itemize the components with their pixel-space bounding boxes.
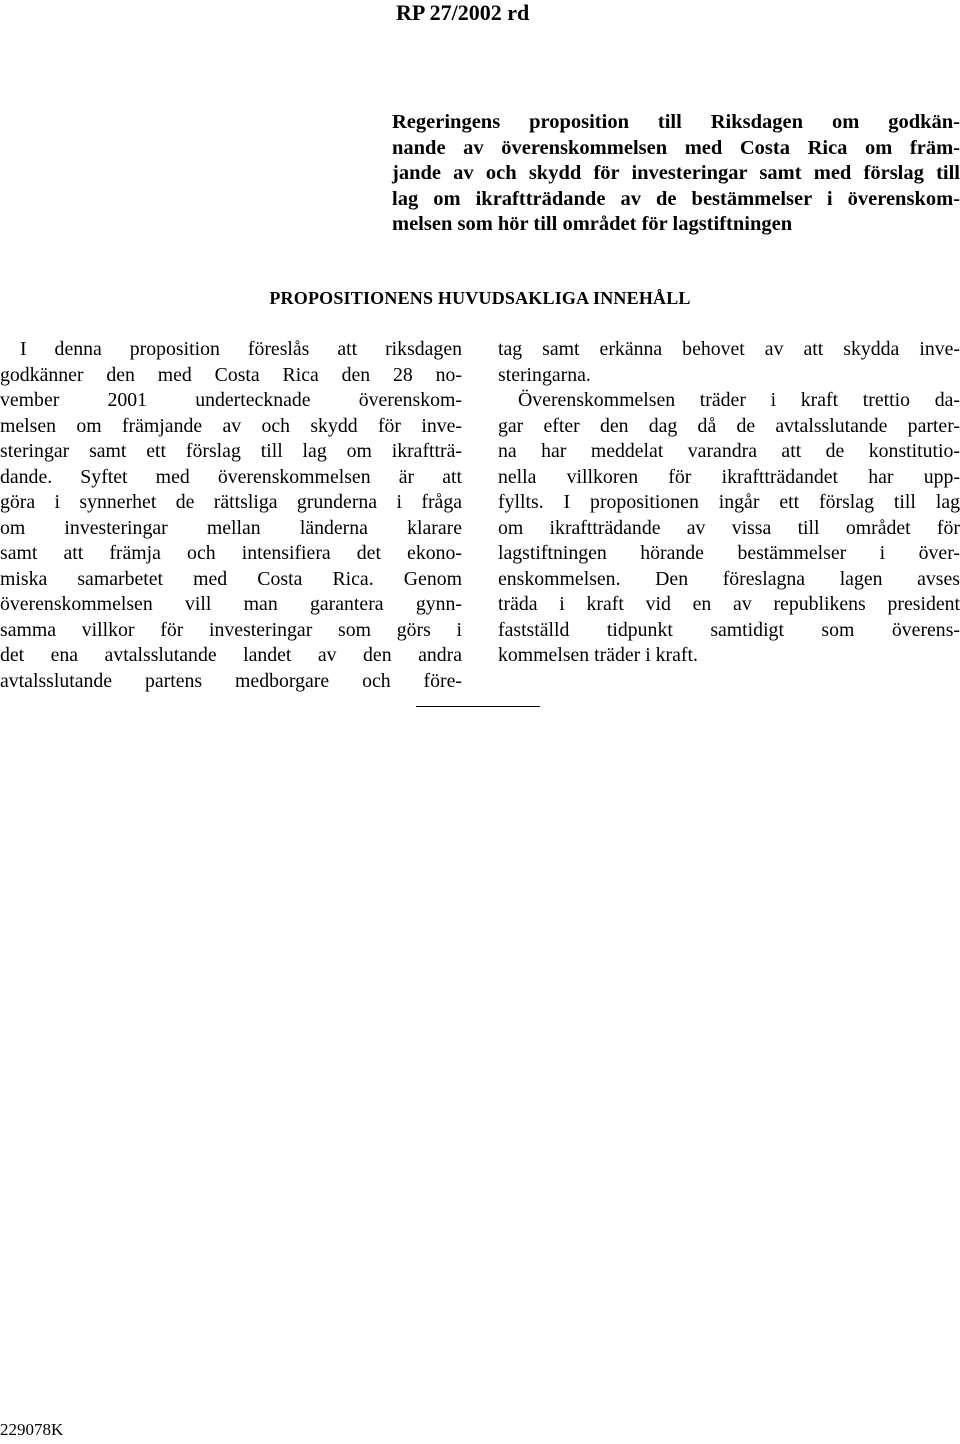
body-line: om ikraftträdande av vissa till området för	[498, 516, 960, 539]
title-line: lag om ikraftträdande av de bestämmelser i överenskom-	[392, 187, 960, 210]
body-column-left	[0, 337, 462, 694]
title-line: jande av och skydd för investeringar samt med förslag till	[392, 162, 960, 184]
body-line: om investeringar mellan länderna klarare	[0, 516, 462, 539]
proposition-title	[392, 110, 960, 238]
body-line: det ena avtalsslutande landet av den andra	[0, 644, 462, 666]
body-line: Överenskommelsen träder i kraft trettio da-	[518, 389, 960, 411]
body-line: steringar samt ett förslag till lag om ikraftträ-	[0, 440, 462, 462]
end-rule	[416, 706, 540, 707]
document-id: RP 27/2002 rd	[396, 0, 530, 25]
body-line: samt att främja och intensifiera det ekono-	[0, 542, 462, 564]
body-line: dande. Syftet med överenskommelsen är att	[0, 465, 462, 488]
title-line: melsen som hör till området för lagstiftningen	[392, 213, 793, 235]
body-line: melsen om främjande av och skydd för inve-	[0, 414, 462, 437]
title-line: nande av överenskommelsen med Costa Rica om främ-	[392, 136, 960, 159]
body-line: fyllts. I propositionen ingår ett förslag till lag	[498, 491, 960, 513]
body-line: steringarna.	[498, 363, 591, 386]
title-line: Regeringens proposition till Riksdagen om godkän-	[392, 111, 960, 133]
body-line: lagstiftningen hörande bestämmelser i över-	[498, 542, 960, 564]
body-column-right	[498, 337, 960, 669]
body-line: kommelsen träder i kraft.	[498, 644, 698, 666]
body-line: I denna proposition föreslås att riksdagen	[20, 338, 462, 360]
body-line: tag samt erkänna behovet av att skydda inve-	[498, 338, 960, 360]
body-line: träda i kraft vid en av republikens president	[498, 593, 960, 615]
body-line: godkänner den med Costa Rica den 28 no-	[0, 363, 462, 386]
body-line: nella villkoren för ikraftträdandet har upp-	[498, 465, 960, 488]
body-line: fastställd tidpunkt samtidigt som överens-	[498, 618, 960, 641]
body-line: gar efter den dag då de avtalsslutande parter-	[498, 414, 960, 437]
body-line: vember 2001 undertecknade överenskom-	[0, 389, 462, 411]
body-line: göra i synnerhet de rättsliga grunderna i fråga	[0, 491, 462, 513]
body-line: enskommelsen. Den föreslagna lagen avses	[498, 567, 960, 590]
body-line: miska samarbetet med Costa Rica. Genom	[0, 567, 462, 590]
section-heading: PROPOSITIONENS HUVUDSAKLIGA INNEHÅLL	[269, 288, 691, 308]
body-line: avtalsslutande partens medborgare och före-	[0, 669, 462, 692]
body-line: överenskommelsen vill man garantera gynn-	[0, 593, 462, 615]
footer-code: 229078K	[0, 1420, 64, 1439]
body-line: na har meddelat varandra att de konstitutio-	[498, 440, 960, 462]
body-line: samma villkor för investeringar som görs i	[0, 618, 462, 641]
